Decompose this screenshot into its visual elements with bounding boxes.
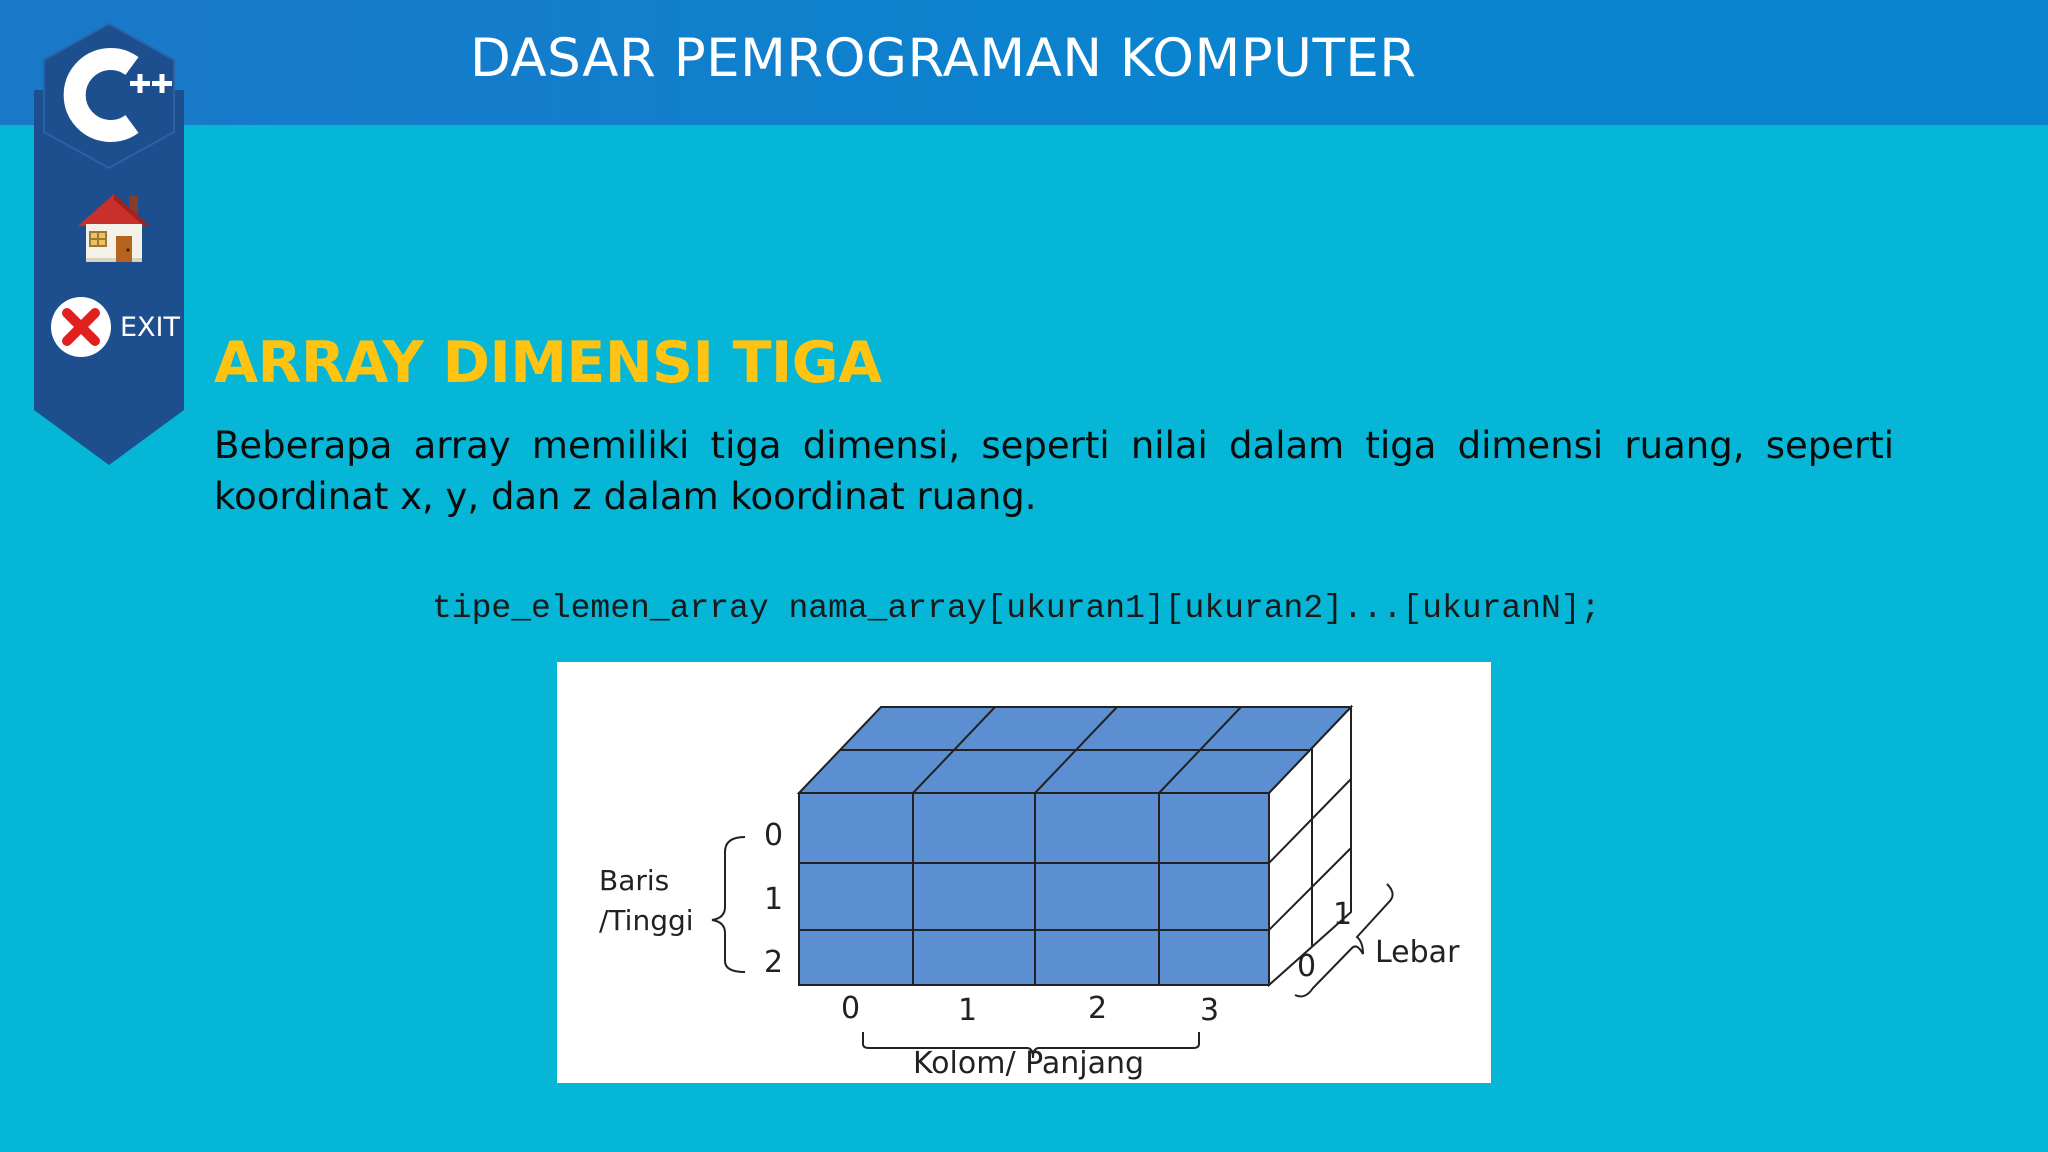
house-icon	[74, 190, 154, 268]
row-label-tinggi: /Tinggi	[599, 904, 694, 937]
depth-label: Lebar	[1375, 935, 1460, 970]
col-index-1: 1	[958, 993, 978, 1028]
array-3d-diagram	[557, 662, 1491, 1083]
col-index-0: 0	[841, 991, 861, 1026]
code-syntax: tipe_elemen_array nama_array[ukuran1][ukuran2]...[ukuranN];	[432, 590, 1601, 627]
exit-button[interactable]	[50, 296, 190, 358]
col-label: Kolom/ Panjang	[913, 1046, 1145, 1081]
col-index-2: 2	[1088, 991, 1108, 1026]
home-button[interactable]	[74, 190, 154, 268]
row-index-0: 0	[764, 818, 784, 853]
slide-title: ARRAY DIMENSI TIGA	[214, 330, 882, 396]
row-label-baris: Baris	[599, 864, 670, 897]
close-circle-icon	[50, 296, 112, 358]
cpp-logo-icon	[34, 20, 184, 170]
row-index-2: 2	[764, 945, 784, 980]
depth-index-1: 1	[1333, 897, 1353, 932]
app-title: DASAR PEMROGRAMAN KOMPUTER	[470, 28, 1417, 89]
depth-index-0: 0	[1297, 949, 1317, 984]
array-3d-figure	[557, 662, 1491, 1083]
row-index-1: 1	[764, 882, 784, 917]
slide-description: Beberapa array memiliki tiga dimensi, seperti nilai dalam tiga dimensi ruang, seperti koordinat x, y, dan z dalam koordinat ruang.	[214, 424, 1894, 518]
col-index-3: 3	[1200, 993, 1220, 1028]
exit-label: EXIT	[120, 311, 181, 343]
